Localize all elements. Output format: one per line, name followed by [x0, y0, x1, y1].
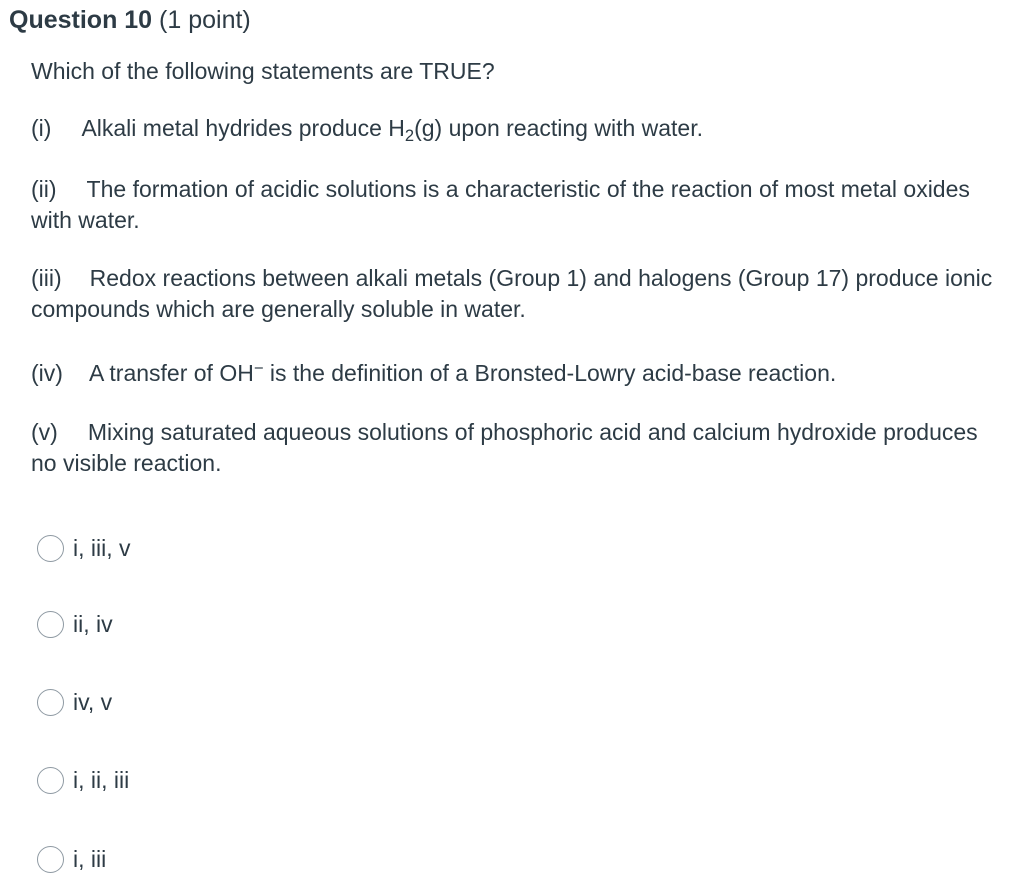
question-header [9, 4, 251, 36]
statement-text: Mixing saturated aqueous solutions of phosphoric acid and calcium hydroxide produces no visible reaction. [31, 419, 978, 476]
answer-label: iv, v [73, 689, 113, 715]
statement-text-before: Alkali metal hydrides produce H [81, 115, 405, 141]
question-prompt: Which of the following statements are TRUE? [31, 58, 495, 84]
radio-button[interactable] [37, 689, 64, 716]
radio-button[interactable] [37, 535, 64, 562]
statement-ii [31, 174, 1006, 236]
statement-subscript: 2 [404, 125, 415, 145]
statement-i [31, 113, 1006, 144]
statement-text-after: (g) upon reacting with water. [414, 115, 704, 141]
statement-text: Redox reactions between alkali metals (Group 1) and halogens (Group 17) produce ionic compounds which are generally soluble in water. [31, 265, 993, 322]
question-title: Question 10 [9, 6, 153, 34]
statement-text-before: A transfer of OH [88, 360, 254, 386]
answer-option-4[interactable] [37, 765, 129, 795]
answer-option-2[interactable] [37, 609, 113, 639]
statement-text: The formation of acidic solutions is a characteristic of the reaction of most metal oxides with water. [31, 176, 970, 233]
statement-v [31, 417, 1006, 479]
answer-label: i, iii [73, 846, 107, 872]
answer-label: i, ii, iii [73, 767, 130, 793]
statement-superscript: − [253, 358, 264, 378]
statement-number: (i) [31, 115, 52, 141]
radio-button[interactable] [37, 846, 64, 873]
statement-number: (iii) [31, 265, 62, 291]
answer-option-5[interactable] [37, 844, 106, 874]
answer-option-3[interactable] [37, 687, 112, 717]
radio-button[interactable] [37, 767, 64, 794]
answer-option-1[interactable] [37, 533, 131, 563]
radio-button[interactable] [37, 611, 64, 638]
question-points: (1 point) [159, 6, 251, 34]
statement-text-after: is the definition of a Bronsted-Lowry acid-base reaction. [263, 360, 837, 386]
statement-number: (iv) [31, 360, 63, 386]
answer-label: i, iii, v [73, 535, 131, 561]
statement-iv [31, 358, 1006, 389]
statement-iii [31, 263, 1006, 325]
statement-number: (ii) [31, 176, 57, 202]
statement-number: (v) [31, 419, 58, 445]
answer-label: ii, iv [73, 611, 113, 637]
